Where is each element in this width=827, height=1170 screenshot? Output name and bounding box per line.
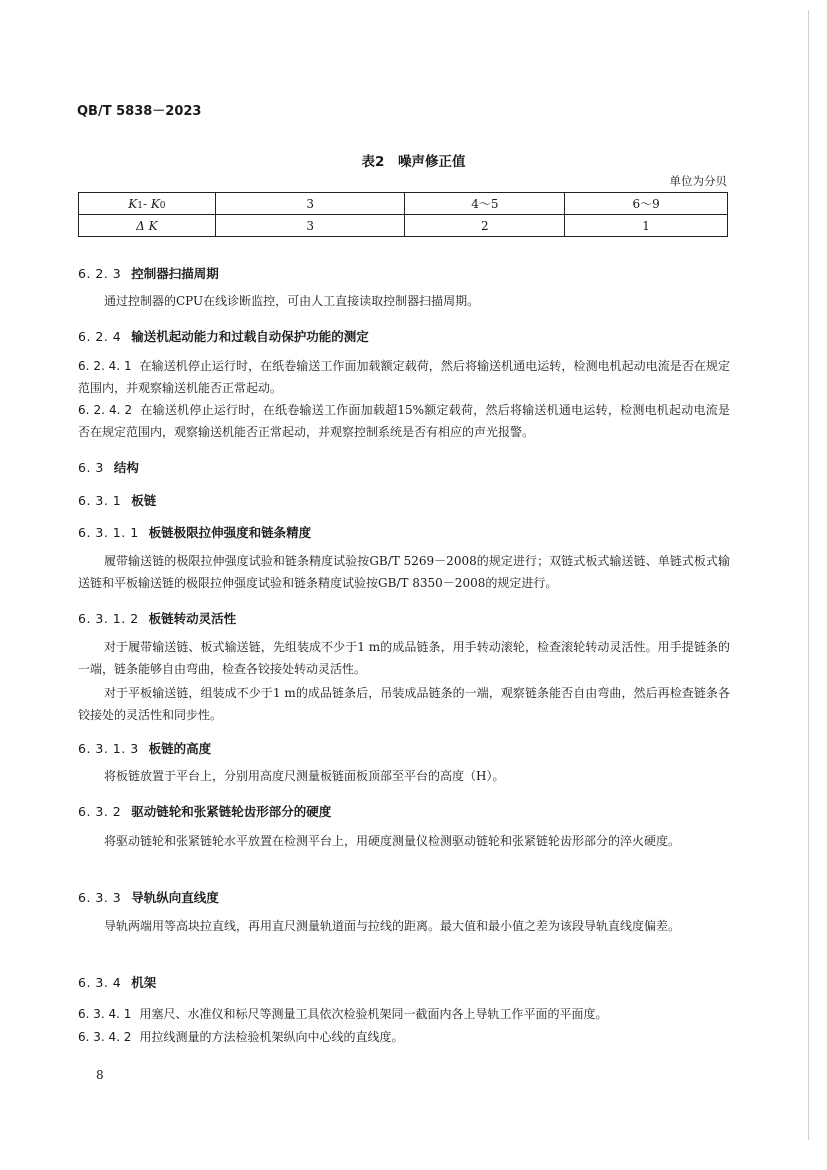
table-cell: 4～5: [405, 193, 565, 215]
heading-6-3-1-3: 6. 3. 1. 3 板链的高度: [78, 741, 212, 756]
heading-6-2-4: 6. 2. 4 输送机起动能力和过载自动保护功能的测定: [78, 329, 369, 344]
heading-6-3-1: 6. 3. 1 板链: [78, 493, 157, 508]
heading-6-2-3: 6. 2. 3 控制器扫描周期: [78, 266, 219, 281]
table-title: 表2 噪声修正值: [361, 154, 466, 170]
heading-6-3-1-1: 6. 3. 1. 1 板链极限拉伸强度和链条精度: [78, 525, 312, 540]
heading-6-3-2: 6. 3. 2 驱动链轮和张紧链轮齿形部分的硬度: [78, 804, 332, 819]
page-number: 8: [96, 1068, 104, 1082]
table-row: [79, 193, 728, 215]
paragraph: 对于履带输送链、板式输送链，先组装成不少于1 m的成品链条，用手转动滚轮，检查滚轮转动灵活性。用手提链条的一端，链条能够自由弯曲，检查各铰接处转动灵活性。: [78, 640, 730, 676]
heading-6-3: 6. 3 结构: [78, 460, 139, 475]
paragraph: 将驱动链轮和张紧链轮水平放置在检测平台上，用硬度测量仪检测驱动链轮和张紧链轮齿形部分的淬火硬度。: [104, 834, 681, 848]
heading-6-3-1-2: 6. 3. 1. 2 板链转动灵活性: [78, 611, 237, 626]
clause-6-2-4-2: 6. 2. 4. 2 在输送机停止运行时，在纸卷输送工作面加载超15%额定载荷，然后将输送机通电运转，检测电机起动电流是否在规定范围内，观察输送机能否正常起动，并观察控制系统是否有相应的声光报警。: [78, 403, 730, 439]
paragraph: 对于平板输送链，组装成不少于1 m的成品链条后，吊装成品链条的一端，观察链条能否自由弯曲，然后再检查链条各铰接处的灵活性和同步性。: [78, 686, 730, 722]
heading-6-3-3: 6. 3. 3 导轨纵向直线度: [78, 890, 219, 905]
table-cell: 6～9: [565, 193, 728, 215]
table-cell: 2: [405, 215, 565, 237]
scan-edge-line: [808, 10, 809, 1140]
standard-code: QB/T 5838－2023: [77, 104, 202, 119]
paragraph: 将板链放置于平台上，分别用高度尺测量板链面板顶部至平台的高度（H）。: [104, 769, 505, 783]
row-label: K1- K0: [79, 193, 216, 215]
table-row: [79, 215, 728, 237]
heading-6-3-4: 6. 3. 4 机架: [78, 975, 157, 990]
table-unit: 单位为分贝: [669, 174, 727, 188]
clause-6-3-4-1: 6. 3. 4. 1 用塞尺、水准仪和标尺等测量工具依次检验机架同一截面内各上导轨工作平面的平面度。: [78, 1007, 608, 1021]
table-cell: 3: [215, 193, 405, 215]
table-cell: 1: [565, 215, 728, 237]
clause-6-2-4-1: 6. 2. 4. 1 在输送机停止运行时，在纸卷输送工作面加载额定载荷，然后将输送机通电运转，检测电机起动电流是否在规定范围内，并观察输送机能否正常起动。: [78, 359, 730, 395]
table-cell: 3: [215, 215, 405, 237]
paragraph: 导轨两端用等高块拉直线，再用直尺测量轨道面与拉线的距离。最大值和最小值之差为该段导轨直线度偏差。: [104, 919, 681, 933]
paragraph: 履带输送链的极限拉伸强度试验和链条精度试验按GB/T 5269－2008的规定进行；双链式板式输送链、单链式板式输送链和平板输送链的极限拉伸强度试验和链条精度试验按GB/T 8350－2008的规定进行。: [78, 554, 730, 590]
row-label: Δ K: [79, 215, 216, 237]
paragraph: 通过控制器的CPU在线诊断监控，可由人工直接读取控制器扫描周期。: [104, 294, 480, 308]
clause-6-3-4-2: 6. 3. 4. 2 用拉线测量的方法检验机架纵向中心线的直线度。: [78, 1030, 404, 1044]
noise-correction-table: [78, 192, 728, 237]
